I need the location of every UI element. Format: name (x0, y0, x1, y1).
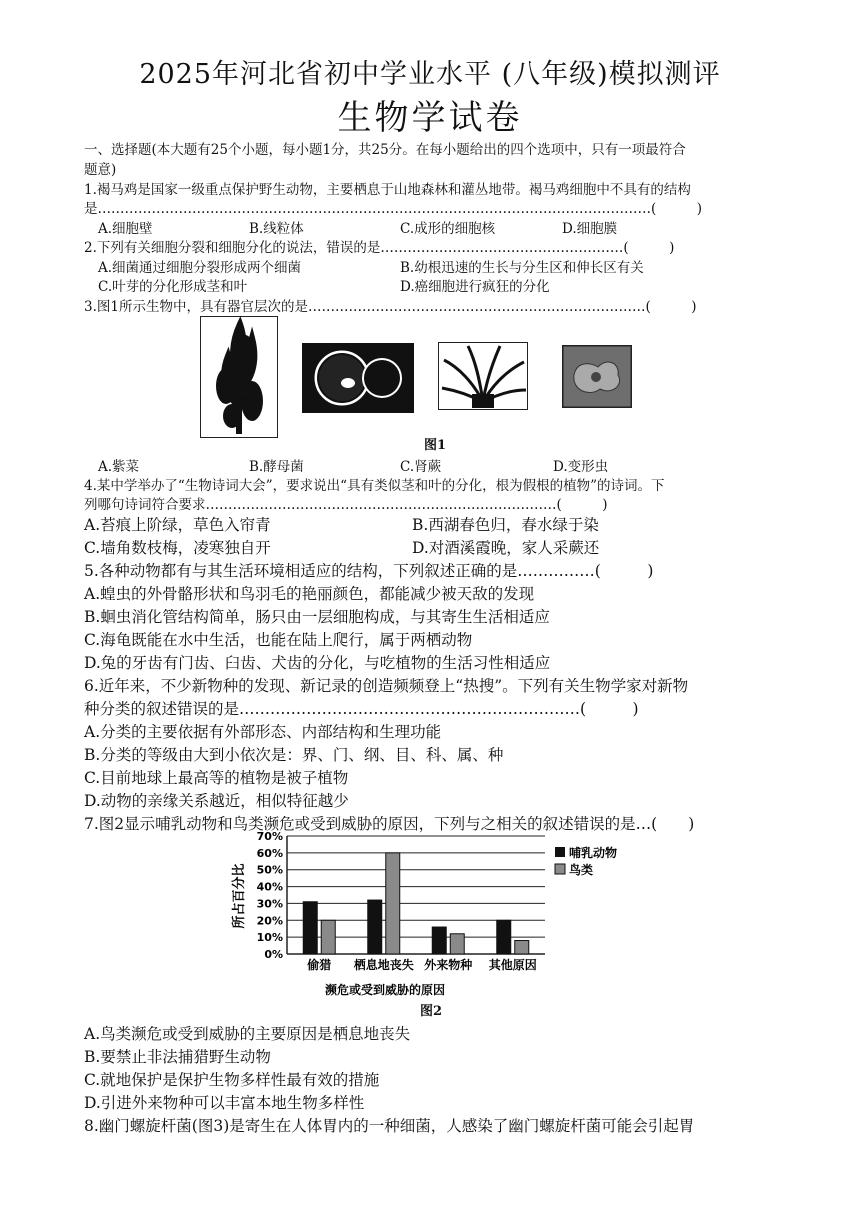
q3-option-c: C.肾蕨 (400, 459, 442, 475)
x-tick-label: 栖息地丧失 (353, 958, 414, 972)
bar-bird (450, 934, 464, 954)
q7-stem: 7.图2显示哺乳动物和鸟类濒危或受到威胁的原因，下列与之相关的叙述错误的是…( ) (84, 815, 695, 833)
amoeba-image (562, 345, 632, 408)
q1-stem: 1.褐马鸡是国家一级重点保护野生动物，主要栖息于山地森林和灌丛地带。褐马鸡细胞中不具有的结构 (84, 182, 691, 198)
q1-option-c: C.成形的细胞核 (400, 221, 496, 237)
q2-option-c: C.叶芽的分化形成茎和叶 (98, 279, 248, 295)
x-tick-label: 外来物种 (424, 958, 473, 972)
y-tick-label: 30% (256, 897, 283, 911)
q5-option-c: C.海龟既能在水中生活，也能在陆上爬行，属于两栖动物 (84, 631, 473, 649)
q3-option-a: A.紫菜 (98, 459, 140, 475)
q1-option-b: B.线粒体 (249, 221, 304, 237)
q6-option-b: B.分类的等级由大到小依次是：界、门、纲、目、科、属、种 (84, 746, 504, 764)
q1-option-a: A.细胞壁 (98, 221, 153, 237)
q6-option-a: A.分类的主要依据有外部形态、内部结构和生理功能 (84, 723, 442, 741)
q6-stem-cont: 种分类的叙述错误的是…………………………………………………………( ) (84, 700, 639, 718)
section-intro-cont: 题意) (84, 162, 117, 178)
threat-bar-chart (225, 826, 635, 1006)
q2-option-d: D.癌细胞进行疯狂的分化 (400, 279, 550, 295)
q6-option-d: D.动物的亲缘关系越近，相似特征越少 (84, 792, 349, 810)
y-tick-label: 70% (256, 830, 283, 843)
q2-option-a: A.细菌通过细胞分裂形成两个细菌 (98, 260, 302, 276)
q2-stem: 2.下列有关细胞分裂和细胞分化的说法，错误的是………………………………………………( ) (84, 240, 675, 256)
chart-ylabel: 所占百分比 (232, 863, 247, 929)
y-tick-label: 50% (256, 863, 283, 877)
fern-image (438, 342, 528, 410)
q8-stem: 8.幽门螺旋杆菌(图3)是寄生在人体胃内的一种细菌，人感染了幽门螺旋杆菌可能会引起胃 (84, 1117, 695, 1135)
yeast-image (302, 343, 414, 413)
legend-label-mammal: 哺乳动物 (569, 846, 618, 860)
bar-bird (386, 853, 400, 954)
x-tick-label: 偷猎 (307, 958, 332, 972)
q7-option-a: A.鸟类濒危或受到威胁的主要原因是栖息地丧失 (84, 1025, 411, 1043)
y-tick-label: 10% (256, 931, 283, 945)
bar-bird (515, 941, 529, 954)
q4-option-c: C.墙角数枝梅，凌寒独自开 (84, 539, 271, 557)
legend-label-bird: 鸟类 (569, 863, 594, 877)
seaweed-image (200, 316, 278, 438)
q5-stem: 5.各种动物都有与其生活环境相适应的结构，下列叙述正确的是……………( ) (84, 562, 654, 580)
bar-mammal (432, 927, 446, 954)
q4-stem-cont: 列哪句诗词符合要求……………………………………………………………………( ) (84, 497, 608, 513)
x-tick-label: 其他原因 (488, 958, 537, 972)
bar-bird (321, 920, 335, 954)
q6-option-c: C.目前地球上最高等的植物是被子植物 (84, 769, 349, 787)
figure2-caption: 图2 (420, 1004, 443, 1019)
page-subtitle: 生物学试卷 (337, 98, 523, 138)
section-intro: 一、选择题(本大题有25个小题，每小题1分，共25分。在每小题给出的四个选项中，只有一项最符合 (84, 142, 686, 158)
q4-stem: 4.某中学举办了“生物诗词大会”，要求说出“具有类似茎和叶的分化，根为假根的植物”的诗词。下 (84, 478, 665, 494)
q3-stem: 3.图1所示生物中，具有器官层次的是…………………………………………………………………( ) (84, 299, 697, 315)
q4-option-a: A.苔痕上阶绿，草色入帘青 (84, 516, 271, 534)
q1-option-d: D.细胞膜 (562, 221, 618, 237)
q4-option-b: B.西湖春色归，春水绿于染 (412, 516, 599, 534)
q3-option-b: B.酵母菌 (249, 459, 304, 475)
q2-option-b: B.幼根迅速的生长与分生区和伸长区有关 (400, 260, 644, 276)
q1-stem-cont: 是……………………………………………………………………………………………………………( ) (84, 201, 703, 217)
q3-option-d: D.变形虫 (553, 459, 609, 475)
q7-option-d: D.引进外来物种可以丰富本地生物多样性 (84, 1094, 365, 1112)
chart-xlabel: 濒危或受到威胁的原因 (324, 983, 446, 997)
q7-option-b: B.要禁止非法捕猎野生动物 (84, 1048, 271, 1066)
q7-option-c: C.就地保护是保护生物多样性最有效的措施 (84, 1071, 380, 1089)
q4-option-d: D.对酒溪霞晚，家人采蕨还 (412, 539, 600, 557)
bar-mammal (497, 920, 511, 954)
y-tick-label: 40% (256, 880, 283, 894)
y-tick-label: 0% (264, 948, 283, 961)
legend-swatch-bird (555, 864, 565, 874)
q5-option-b: B.蛔虫消化管结构简单，肠只由一层细胞构成，与其寄生生活相适应 (84, 608, 550, 626)
bar-mammal (368, 900, 382, 954)
legend-swatch-mammal (555, 847, 565, 857)
y-tick-label: 20% (256, 914, 283, 928)
y-tick-label: 60% (256, 846, 283, 860)
q5-option-d: D.兔的牙齿有门齿、臼齿、犬齿的分化，与吃植物的生活习性相适应 (84, 654, 551, 672)
q5-option-a: A.蝗虫的外骨骼形状和鸟羽毛的艳丽颜色，都能减少被天敌的发现 (84, 585, 535, 603)
figure1-caption: 图1 (424, 438, 447, 453)
bar-mammal (303, 902, 317, 954)
q6-stem: 6.近年来，不少新物种的发现、新记录的创造频频登上“热搜”。下列有关生物学家对新物 (84, 677, 689, 695)
page-title: 2025年河北省初中学业水平 (八年级)模拟测评 (139, 59, 721, 90)
